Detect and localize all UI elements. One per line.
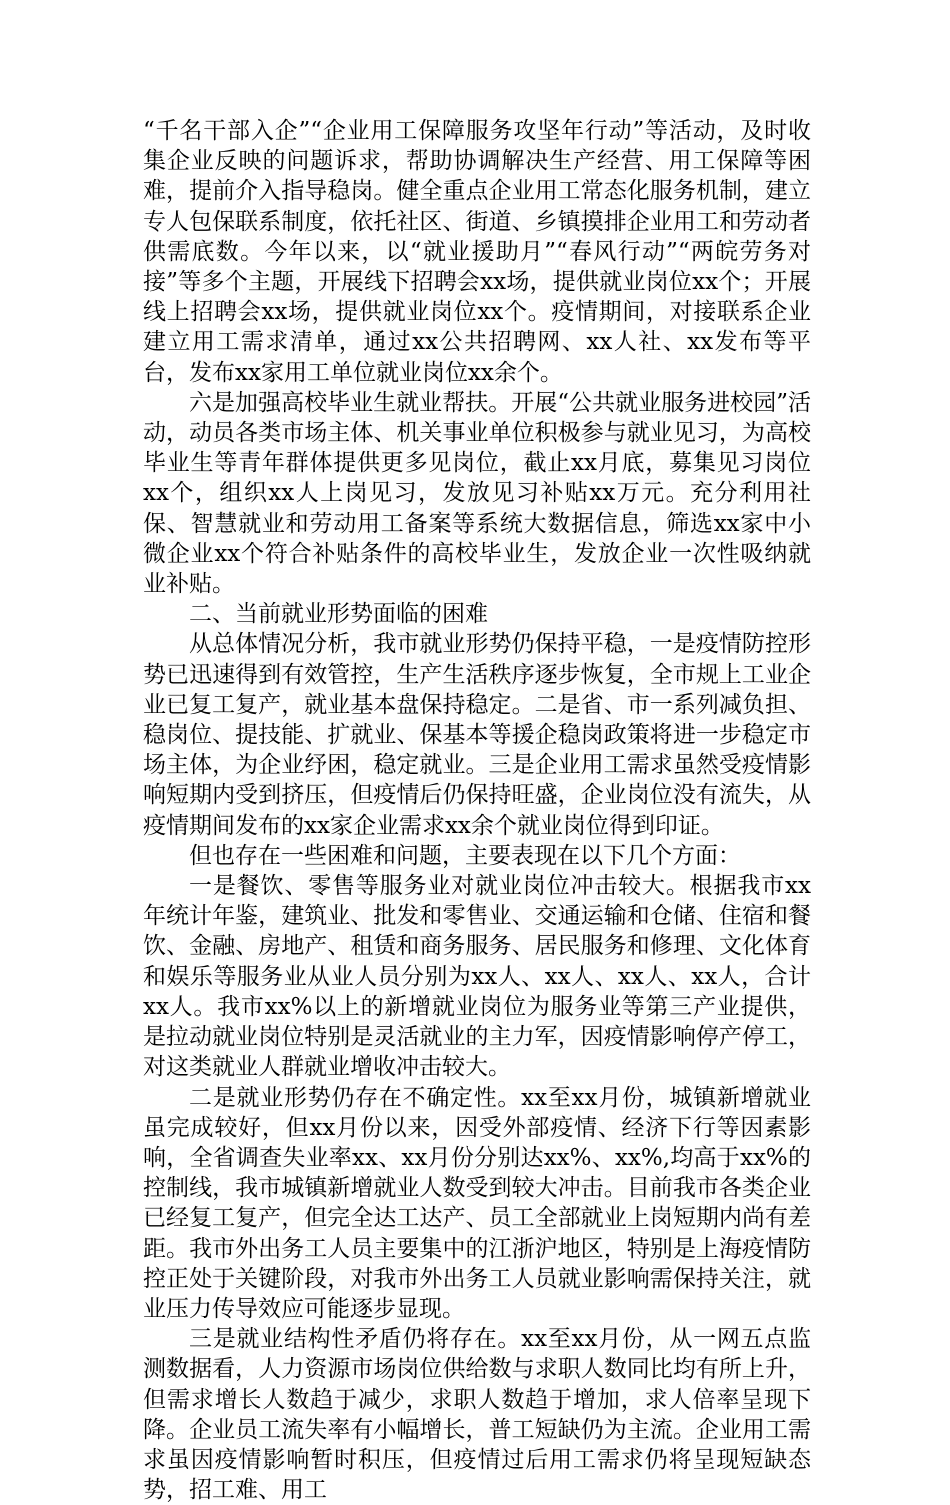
document-body [143,116,811,1505]
paragraph-6: 二是就业形势仍存在不确定性。xx至xx月份，城镇新增就业虽完成较好，但xx月份以来，因受外部疫情、经济下行等因素影响，全省调查失业率xx、xx月份分别达xx%、xx%,均高于xx%的控制线，我市城镇新增就业人数受到较大冲击。目前我市各类企业已经复工复产，但完全达工达产、员工全部就业上岗短期内尚有差距。我市外出务工人员主要集中的江浙沪地区，特别是上海疫情防控正处于关键阶段，对我市外出务工人员就业影响需保持关注，就业压力传导效应可能逐步显现。 [143,1084,811,1322]
section-heading: 二、当前就业形势面临的困难 [189,601,488,628]
paragraph-4: 但也存在一些困难和问题，主要表现在以下几个方面： [189,842,741,869]
paragraph-3: 从总体情况分析，我市就业形势仍保持平稳，一是疫情防控形势已迅速得到有效管控，生产生活秩序逐步恢复，全市规上工业企业已复工复产，就业基本盘保持稳定。二是省、市一系列减负担、稳岗位、提技能、扩就业、保基本等援企稳岗政策将进一步稳定市场主体，为企业纾困，稳定就业。三是企业用工需求虽然受疫情影响短期内受到挤压，但疫情后仍保持旺盛，企业岗位没有流失，从疫情期间发布的xx家企业需求xx余个就业岗位得到印证。 [143,631,811,839]
paragraph-2: 六是加强高校毕业生就业帮扶。开展“公共就业服务进校园”活动，动员各类市场主体、机关事业单位积极参与就业见习，为高校毕业生等青年群体提供更多见岗位，截止xx月底，募集见习岗位xx个，组织xx人上岗见习，发放见习补贴xx万元。充分利用社保、智慧就业和劳动用工备案等系统大数据信息，筛选xx家中小微企业xx个符合补贴条件的高校毕业生，发放企业一次性吸纳就业补贴。 [143,389,811,598]
paragraph-7: 三是就业结构性矛盾仍将存在。xx至xx月份，从一网五点监测数据看，人力资源市场岗位供给数与求职人数同比均有所上升，但需求增长人数趋于减少，求职人数趋于增加，求人倍率呈现下降。企业员工流失率有小幅增长，普工短缺仍为主流。企业用工需求虽因疫情影响暂时积压，但疫情过后用工需求仍将呈现短缺态势，招工难、用工 [143,1326,811,1504]
paragraph-1: “千名干部入企”“企业用工保障服务攻坚年行动”等活动，及时收集企业反映的问题诉求，帮助协调解决生产经营、用工保障等困难，提前介入指导稳岗。健全重点企业用工常态化服务机制，建立专人包保联系制度，依托社区、街道、乡镇摸排企业用工和劳动者供需底数。今年以来，以“就业援助月”“春风行动”“两皖劳务对接”等多个主题，开展线下招聘会xx场，提供就业岗位xx个；开展线上招聘会xx场，提供就业岗位xx个。疫情期间，对接联系企业建立用工需求清单，通过xx公共招聘网、xx人社、xx发布等平台，发布xx家用工单位就业岗位xx余个。 [143,118,811,386]
paragraph-5: 一是餐饮、零售等服务业对就业岗位冲击较大。根据我市xx年统计年鉴，建筑业、批发和零售业、交通运输和仓储、住宿和餐饮、金融、房地产、租赁和商务服务、居民服务和修理、文化体育和娱乐等服务业从业人员分别为xx人、xx人、xx人、xx人，合计xx人。我市xx%以上的新增就业岗位为服务业等第三产业提供，是拉动就业岗位特别是灵活就业的主力军，因疫情影响停产停工，对这类就业人群就业增收冲击较大。 [143,873,811,1081]
